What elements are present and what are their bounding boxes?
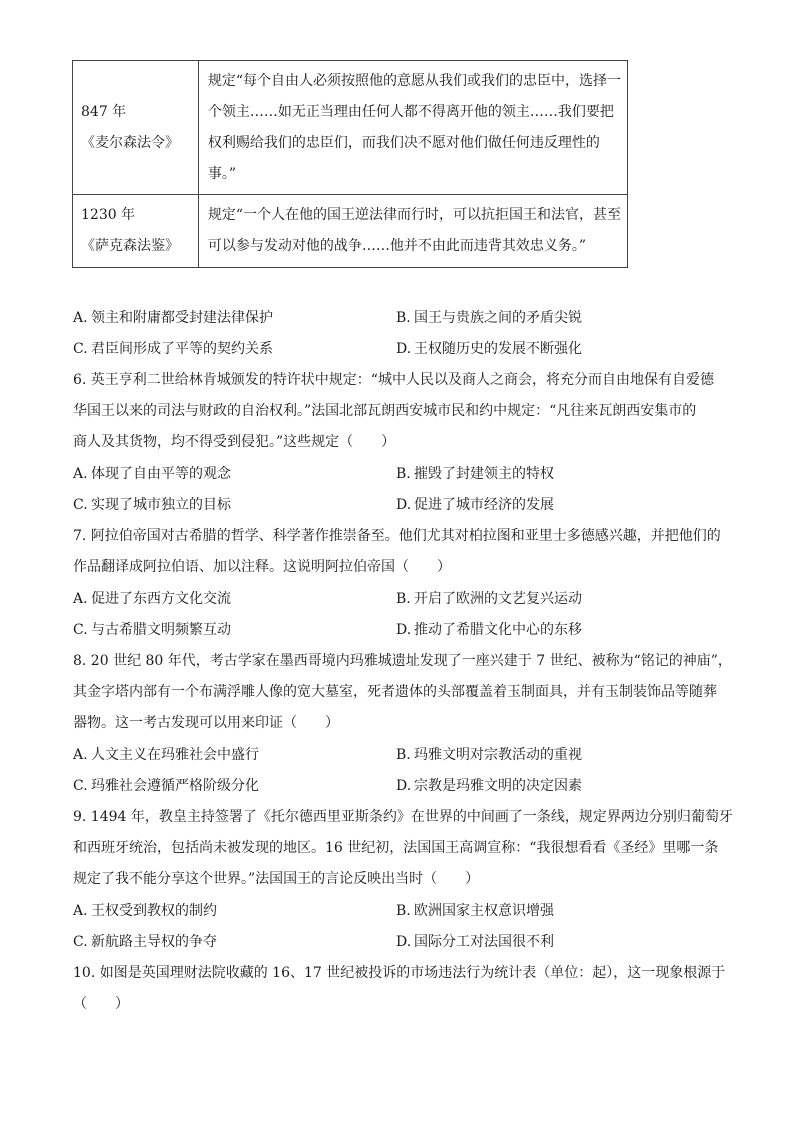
option-key: D.	[396, 622, 412, 638]
law-content-line: 规定“每个自由人必须按照他的意愿从我们或我们的忠臣中，选择一	[207, 72, 621, 89]
option-text: 推动了希腊文化中心的东移	[414, 622, 582, 638]
option-key: A.	[73, 591, 88, 607]
law-content-cell	[198, 195, 627, 268]
law-content-line: 权利赐给我们的忠臣们，而我们决不愿对他们做任何违反理性的	[207, 134, 600, 151]
option-text: 促进了东西方文化交流	[91, 591, 231, 607]
option-key: D.	[396, 778, 412, 794]
question-8-stem: 8. 20 世纪 80 年代，考古学家在墨西哥境内玛雅城遗址发现了一座兴建于 7 世纪、被称为“铭记的神庙”，	[73, 653, 732, 669]
question-9-stem: 规定了我不能分享这个世界。”法国国王的言论反映出当时（ ）	[73, 871, 480, 887]
option-text: 国际分工对法国很不利	[414, 934, 554, 950]
option-d[interactable]	[396, 620, 582, 640]
option-text: 玛雅社会遵循严格阶级分化	[91, 778, 259, 794]
option-c[interactable]	[73, 776, 259, 796]
option-key: C.	[73, 934, 88, 950]
option-c[interactable]	[73, 620, 231, 640]
option-key: D.	[396, 497, 412, 513]
option-text: 王权受到教权的制约	[91, 903, 217, 919]
option-key: B.	[396, 591, 411, 607]
option-d[interactable]	[396, 932, 554, 952]
law-name-cell	[73, 61, 199, 195]
option-a[interactable]	[73, 901, 217, 921]
option-b[interactable]	[396, 745, 582, 765]
option-text: 新航路主导权的争夺	[91, 934, 217, 950]
option-text: 欧洲国家主权意识增强	[414, 903, 554, 919]
question-6-stem: 商人及其货物，均不得受到侵犯。”这些规定（ ）	[73, 434, 396, 450]
question-10-stem: （ ）	[73, 996, 129, 1012]
option-text: 君臣间形成了平等的契约关系	[91, 341, 273, 357]
option-key: D.	[396, 341, 412, 357]
question-7-stem: 7. 阿拉伯帝国对古希腊的哲学、科学著作推崇备至。他们尤其对柏拉图和亚里士多德感兴趣，并把他们的	[73, 528, 721, 544]
law-year: 847 年	[81, 103, 127, 120]
option-key: A.	[73, 903, 88, 919]
option-key: B.	[396, 747, 411, 763]
law-content-line: 个领主……如无正当理由任何人都不得离开他的领主……我们要把	[207, 103, 614, 120]
option-d[interactable]	[396, 339, 582, 359]
question-6-stem: 6. 英王亨利二世给林肯城颁发的特许状中规定：“城中人民以及商人之商会，将充分而自由地保有自爱德	[73, 372, 714, 388]
question-9-stem: 和西班牙统治，包括尚未被发现的地区。16 世纪初，法国国王高调宣称：“我很想看看《圣经》里哪一条	[73, 840, 719, 856]
option-key: C.	[73, 622, 88, 638]
option-c[interactable]	[73, 495, 231, 515]
option-key: B.	[396, 903, 411, 919]
option-a[interactable]	[73, 464, 231, 484]
law-content-line: 可以参与发动对他的战争……他并不由此而违背其效忠义务。”	[207, 238, 586, 254]
law-comparison-table	[72, 60, 628, 268]
option-key: B.	[396, 310, 411, 326]
option-a[interactable]	[73, 589, 231, 609]
option-key: C.	[73, 497, 88, 513]
option-text: 摧毁了封建领主的特权	[414, 466, 554, 482]
option-a[interactable]	[73, 745, 259, 765]
law-content-line: 规定“一个人在他的国王逆法律而行时，可以抗拒国王和法官，甚至	[207, 207, 621, 223]
option-c[interactable]	[73, 339, 273, 359]
option-c[interactable]	[73, 932, 217, 952]
option-a[interactable]	[73, 308, 273, 328]
option-key: A.	[73, 747, 88, 763]
option-key: A.	[73, 310, 88, 326]
option-text: 促进了城市经济的发展	[414, 497, 554, 513]
option-key: D.	[396, 934, 412, 950]
law-content-line: 事。”	[207, 165, 237, 182]
option-text: 实现了城市独立的目标	[91, 497, 231, 513]
option-b[interactable]	[396, 901, 554, 921]
law-year: 1230 年	[81, 207, 136, 223]
option-text: 玛雅文明对宗教活动的重视	[414, 747, 582, 763]
option-text: 开启了欧洲的文艺复兴运动	[414, 591, 582, 607]
option-key: A.	[73, 466, 88, 482]
option-text: 领主和附庸都受封建法律保护	[91, 310, 273, 326]
question-8-stem: 器物。这一考古发现可以用来印证（ ）	[73, 715, 339, 731]
law-title: 《萨克森法鉴》	[81, 238, 179, 254]
option-key: C.	[73, 341, 88, 357]
option-b[interactable]	[396, 589, 582, 609]
option-b[interactable]	[396, 308, 582, 328]
option-key: B.	[396, 466, 411, 482]
law-title: 《麦尔森法令》	[81, 134, 179, 151]
table-row	[73, 61, 628, 195]
law-content-cell	[198, 61, 627, 195]
question-10-stem: 10. 如图是英国理财法院收藏的 16、17 世纪被投诉的市场违法行为统计表（单位：起），这一现象根源于	[73, 965, 726, 981]
option-text: 与古希腊文明频繁互动	[91, 622, 231, 638]
question-9-stem: 9. 1494 年，教皇主持签署了《托尔德西里亚斯条约》在世界的中间画了一条线，规定界两边分别归葡萄牙	[73, 809, 733, 825]
option-b[interactable]	[396, 464, 554, 484]
option-text: 宗教是玛雅文明的决定因素	[414, 778, 582, 794]
option-key: C.	[73, 778, 88, 794]
table-row	[73, 195, 628, 268]
question-7-stem: 作品翻译成阿拉伯语、加以注释。这说明阿拉伯帝国（ ）	[73, 559, 451, 575]
option-text: 体现了自由平等的观念	[91, 466, 231, 482]
option-text: 王权随历史的发展不断强化	[414, 341, 582, 357]
question-8-stem: 其金字塔内部有一个布满浮雕人像的宽大墓室，死者遗体的头部覆盖着玉制面具，并有玉制装饰品等随葬	[73, 684, 717, 700]
option-text: 国王与贵族之间的矛盾尖锐	[414, 310, 582, 326]
option-d[interactable]	[396, 495, 554, 515]
law-name-cell	[73, 195, 199, 268]
option-text: 人文主义在玛雅社会中盛行	[91, 747, 259, 763]
option-d[interactable]	[396, 776, 582, 796]
question-6-stem: 华国王以来的司法与财政的自治权利。”法国北部瓦朗西安城市民和约中规定：“凡往来瓦朗西安集市的	[73, 403, 697, 419]
